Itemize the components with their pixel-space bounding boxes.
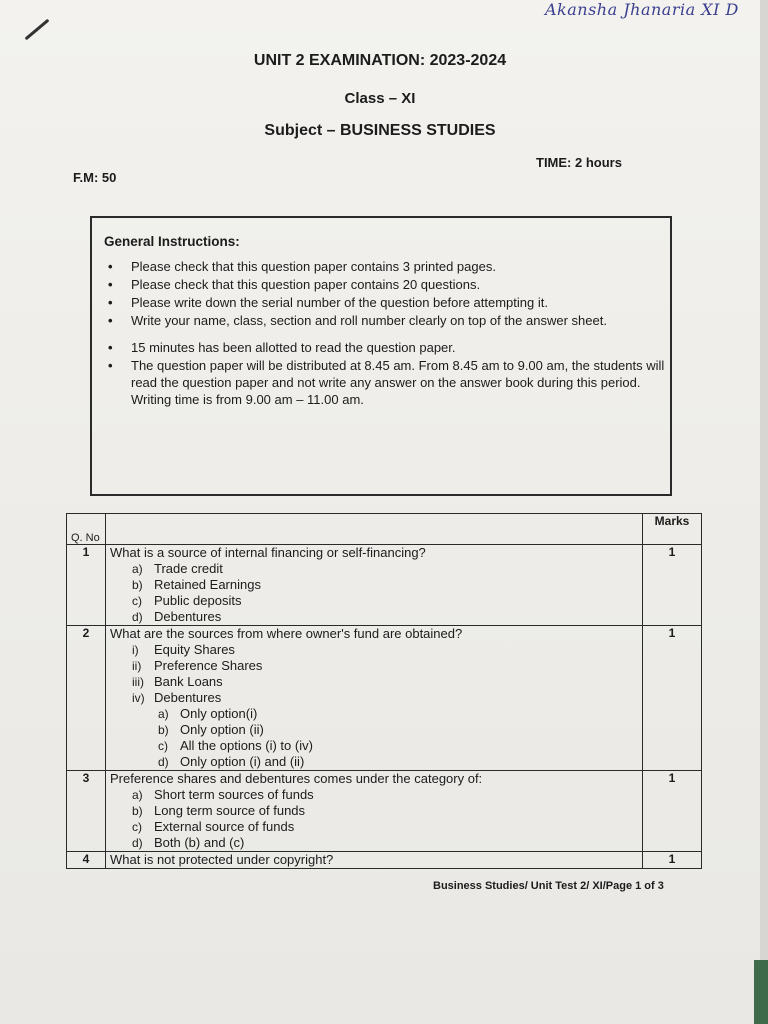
option-item: iv) Debentures: [132, 690, 222, 705]
option-item: b) Retained Earnings: [132, 577, 261, 592]
header-marks: Marks: [643, 514, 702, 545]
option-item: ii) Preference Shares: [132, 658, 263, 673]
class-line: Class – XI: [344, 90, 416, 107]
question-marks: 1: [643, 626, 702, 771]
instruction-item: • Write your name, class, section and roll number clearly on top of the answer sheet.: [108, 313, 607, 328]
table-row: [67, 771, 702, 852]
bullet-icon: •: [108, 295, 113, 310]
bullet-icon: •: [108, 340, 113, 355]
instruction-item: • 15 minutes has been allotted to read the question paper.: [108, 340, 456, 355]
instructions-box: [90, 216, 672, 496]
question-text: What are the sources from where owner's fund are obtained?: [110, 626, 463, 641]
option-item: c) Public deposits: [132, 593, 242, 608]
questions-table: [66, 513, 702, 869]
exam-time: TIME: 2 hours: [536, 155, 622, 170]
question-cell: [106, 626, 643, 771]
instructions-title: General Instructions:: [104, 234, 240, 249]
question-number: 2: [67, 626, 106, 771]
question-text: Preference shares and debentures comes under the category of:: [110, 771, 483, 786]
question-number: 4: [67, 852, 106, 869]
bullet-icon: •: [108, 313, 113, 328]
header-question: [106, 514, 643, 545]
instruction-item: • Please write down the serial number of the question before attempting it.: [108, 295, 548, 310]
question-marks: 1: [643, 545, 702, 626]
instruction-item: • Please check that this question paper contains 20 questions.: [108, 277, 481, 292]
subject-line: Subject – BUSINESS STUDIES: [264, 122, 496, 139]
table-header-row: [67, 514, 702, 545]
option-item: a) Short term sources of funds: [132, 787, 314, 802]
options-list: [110, 561, 638, 625]
option-item: iii) Bank Loans: [132, 674, 223, 689]
instruction-item: • The question paper will be distributed at 8.45 am. From 8.45 am to 9.00 am, the students will read the question paper and not write any answer on the answer book during this period. Writing time is from 9.00 am – 11.00 am.: [108, 358, 665, 407]
page-footer: Business Studies/ Unit Test 2/ XI/Page 1 of 3: [433, 880, 664, 892]
question-text: What is not protected under copyright?: [110, 852, 334, 867]
option-item: i) Equity Shares: [132, 642, 235, 657]
table-row: [67, 626, 702, 771]
instruction-item: • Please check that this question paper contains 3 printed pages.: [108, 259, 496, 274]
table-row: [67, 545, 702, 626]
options-list: [110, 787, 638, 851]
instructions-list: [104, 258, 669, 409]
option-item: a) Trade credit: [132, 561, 223, 576]
answer-options-list: [110, 706, 638, 770]
option-item: c) External source of funds: [132, 819, 295, 834]
question-number: 3: [67, 771, 106, 852]
option-item: b) Long term source of funds: [132, 803, 306, 818]
question-marks: 1: [643, 852, 702, 869]
question-cell: [106, 545, 643, 626]
table-row: [67, 852, 702, 869]
question-number: 1: [67, 545, 106, 626]
header-qno: Q. No: [67, 514, 106, 545]
full-marks: F.M: 50: [73, 170, 117, 185]
question-marks: 1: [643, 771, 702, 852]
option-item: d) Debentures: [132, 609, 222, 624]
exam-title: UNIT 2 EXAMINATION: 2023-2024: [253, 52, 507, 69]
question-text: What is a source of internal financing or self-financing?: [110, 545, 426, 560]
handwritten-name: Akansha Jhanaria XI D: [545, 0, 739, 19]
option-item: d) Both (b) and (c): [132, 835, 245, 850]
option-item: c) All the options (i) to (iv): [158, 738, 313, 753]
question-cell: [106, 852, 643, 869]
question-cell: [106, 771, 643, 852]
option-item: b) Only option (ii): [158, 722, 264, 737]
bullet-icon: •: [108, 259, 113, 274]
option-item: d) Only option (i) and (ii): [158, 754, 305, 769]
option-item: a) Only option(i): [158, 706, 258, 721]
bullet-icon: •: [108, 277, 113, 292]
options-list: [110, 642, 638, 706]
background-edge: [754, 960, 768, 1024]
bullet-icon: •: [108, 358, 113, 373]
